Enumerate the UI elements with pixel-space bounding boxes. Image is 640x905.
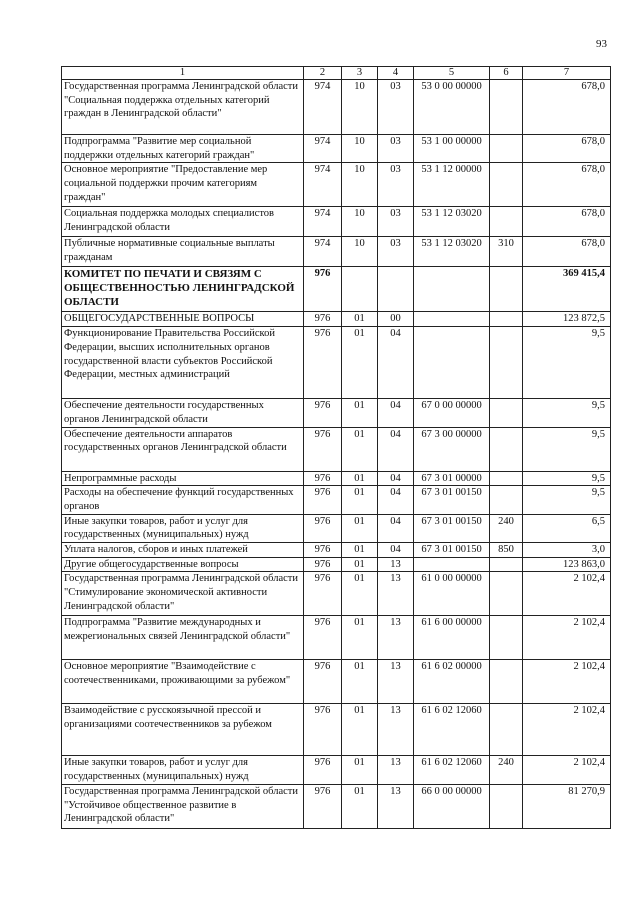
row-gr-code: 976 xyxy=(304,427,342,471)
row-sum: 123 863,0 xyxy=(523,557,611,572)
row-gr-code: 976 xyxy=(304,312,342,327)
row-name: Государственная программа Ленинградской области "Устойчивое общественное развитие в Ленинградской области" xyxy=(62,784,304,828)
row-sum: 2 102,4 xyxy=(523,616,611,660)
row-vr-code xyxy=(490,427,523,471)
row-rz-code: 10 xyxy=(342,80,378,135)
row-name: Основное мероприятие "Взаимодействие с соотечественниками, проживающими за рубежом" xyxy=(62,660,304,704)
row-rz-code: 01 xyxy=(342,704,378,756)
row-name: ОБЩЕГОСУДАРСТВЕННЫЕ ВОПРОСЫ xyxy=(62,312,304,327)
row-sum: 9,5 xyxy=(523,399,611,427)
row-vr-code xyxy=(490,163,523,207)
row-vr-code xyxy=(490,399,523,427)
row-pr-code: 04 xyxy=(378,399,414,427)
row-pr-code: 03 xyxy=(378,80,414,135)
row-rz-code: 01 xyxy=(342,471,378,486)
row-gr-code: 974 xyxy=(304,163,342,207)
row-csr-code: 67 0 00 00000 xyxy=(414,399,490,427)
row-pr-code: 04 xyxy=(378,471,414,486)
row-vr-code xyxy=(490,557,523,572)
row-name: Иные закупки товаров, работ и услуг для государственных (муниципальных) нужд xyxy=(62,514,304,542)
row-gr-code: 976 xyxy=(304,327,342,399)
row-vr-code: 240 xyxy=(490,514,523,542)
row-pr-code: 04 xyxy=(378,327,414,399)
row-pr-code: 13 xyxy=(378,704,414,756)
row-csr-code: 61 6 02 12060 xyxy=(414,704,490,756)
row-rz-code: 01 xyxy=(342,486,378,514)
row-pr-code xyxy=(378,267,414,312)
row-csr-code: 53 1 12 03020 xyxy=(414,207,490,237)
table-row xyxy=(62,543,611,558)
row-name: Обеспечение деятельности государственных органов Ленинградской области xyxy=(62,399,304,427)
row-gr-code: 974 xyxy=(304,207,342,237)
row-rz-code: 01 xyxy=(342,756,378,784)
table-row xyxy=(62,207,611,237)
row-pr-code: 13 xyxy=(378,616,414,660)
table-row xyxy=(62,572,611,616)
row-gr-code: 976 xyxy=(304,267,342,312)
row-vr-code xyxy=(490,207,523,237)
row-name: Расходы на обеспечение функций государственных органов xyxy=(62,486,304,514)
header-cell: 4 xyxy=(378,67,414,80)
row-csr-code: 53 1 00 00000 xyxy=(414,135,490,163)
row-sum: 678,0 xyxy=(523,135,611,163)
row-vr-code xyxy=(490,80,523,135)
header-cell: 6 xyxy=(490,67,523,80)
row-gr-code: 976 xyxy=(304,543,342,558)
table-row xyxy=(62,163,611,207)
row-vr-code xyxy=(490,327,523,399)
row-vr-code xyxy=(490,135,523,163)
row-vr-code: 310 xyxy=(490,237,523,267)
table-row xyxy=(62,557,611,572)
header-cell: 5 xyxy=(414,67,490,80)
row-gr-code: 974 xyxy=(304,135,342,163)
row-vr-code xyxy=(490,616,523,660)
row-csr-code xyxy=(414,327,490,399)
row-gr-code: 976 xyxy=(304,399,342,427)
row-rz-code: 01 xyxy=(342,327,378,399)
row-sum: 9,5 xyxy=(523,327,611,399)
row-name: Обеспечение деятельности аппаратов государственных органов Ленинградской области xyxy=(62,427,304,471)
row-vr-code xyxy=(490,486,523,514)
row-csr-code: 67 3 01 00000 xyxy=(414,471,490,486)
row-rz-code: 01 xyxy=(342,312,378,327)
row-csr-code xyxy=(414,312,490,327)
page-number: 93 xyxy=(596,38,607,50)
row-gr-code: 976 xyxy=(304,756,342,784)
row-rz-code: 01 xyxy=(342,784,378,828)
row-csr-code xyxy=(414,557,490,572)
row-sum: 678,0 xyxy=(523,237,611,267)
header-cell: 2 xyxy=(304,67,342,80)
row-sum: 123 872,5 xyxy=(523,312,611,327)
row-name: КОМИТЕТ ПО ПЕЧАТИ И СВЯЗЯМ С ОБЩЕСТВЕННОСТЬЮ ЛЕНИНГРАДСКОЙ ОБЛАСТИ xyxy=(62,267,304,312)
row-pr-code: 04 xyxy=(378,514,414,542)
table-row xyxy=(62,237,611,267)
row-csr-code: 53 0 00 00000 xyxy=(414,80,490,135)
row-csr-code: 61 6 02 12060 xyxy=(414,756,490,784)
row-name: Основное мероприятие "Предоставление мер социальной поддержки прочим категориям граждан" xyxy=(62,163,304,207)
row-sum: 9,5 xyxy=(523,486,611,514)
row-name: Государственная программа Ленинградской области "Стимулирование экономической активности Ленинградской области" xyxy=(62,572,304,616)
row-name: Иные закупки товаров, работ и услуг для государственных (муниципальных) нужд xyxy=(62,756,304,784)
row-pr-code: 03 xyxy=(378,207,414,237)
row-pr-code: 03 xyxy=(378,237,414,267)
row-csr-code: 61 6 02 00000 xyxy=(414,660,490,704)
row-name: Подпрограмма "Развитие мер социальной поддержки отдельных категорий граждан" xyxy=(62,135,304,163)
row-csr-code: 53 1 12 03020 xyxy=(414,237,490,267)
row-pr-code: 04 xyxy=(378,543,414,558)
row-gr-code: 976 xyxy=(304,572,342,616)
row-name: Публичные нормативные социальные выплаты гражданам xyxy=(62,237,304,267)
row-sum: 3,0 xyxy=(523,543,611,558)
table-row xyxy=(62,514,611,542)
row-sum: 678,0 xyxy=(523,80,611,135)
row-name: Социальная поддержка молодых специалистов Ленинградской области xyxy=(62,207,304,237)
table-row xyxy=(62,267,611,312)
row-csr-code: 67 3 00 00000 xyxy=(414,427,490,471)
row-vr-code xyxy=(490,471,523,486)
header-cell: 1 xyxy=(62,67,304,80)
table-row xyxy=(62,616,611,660)
row-gr-code: 976 xyxy=(304,557,342,572)
row-csr-code: 67 3 01 00150 xyxy=(414,514,490,542)
row-name: Другие общегосударственные вопросы xyxy=(62,557,304,572)
row-pr-code: 13 xyxy=(378,557,414,572)
row-vr-code xyxy=(490,312,523,327)
row-vr-code xyxy=(490,704,523,756)
row-pr-code: 13 xyxy=(378,660,414,704)
table-row xyxy=(62,704,611,756)
row-rz-code: 01 xyxy=(342,572,378,616)
table-row xyxy=(62,784,611,828)
row-csr-code: 61 0 00 00000 xyxy=(414,572,490,616)
row-rz-code xyxy=(342,267,378,312)
row-rz-code: 10 xyxy=(342,163,378,207)
row-vr-code xyxy=(490,267,523,312)
row-name: Государственная программа Ленинградской области "Социальная поддержка отдельных категорий граждан в Ленинградской области" xyxy=(62,80,304,135)
row-gr-code: 976 xyxy=(304,660,342,704)
header-cell: 3 xyxy=(342,67,378,80)
row-rz-code: 01 xyxy=(342,399,378,427)
row-gr-code: 976 xyxy=(304,486,342,514)
row-csr-code: 67 3 01 00150 xyxy=(414,486,490,514)
row-sum: 2 102,4 xyxy=(523,756,611,784)
row-csr-code xyxy=(414,267,490,312)
row-rz-code: 10 xyxy=(342,237,378,267)
row-csr-code: 53 1 12 00000 xyxy=(414,163,490,207)
row-vr-code: 240 xyxy=(490,756,523,784)
row-rz-code: 01 xyxy=(342,616,378,660)
table-row xyxy=(62,135,611,163)
row-name: Подпрограмма "Развитие международных и межрегиональных связей Ленинградской области" xyxy=(62,616,304,660)
row-name: Уплата налогов, сборов и иных платежей xyxy=(62,543,304,558)
row-rz-code: 01 xyxy=(342,660,378,704)
row-vr-code: 850 xyxy=(490,543,523,558)
row-csr-code: 67 3 01 00150 xyxy=(414,543,490,558)
row-gr-code: 976 xyxy=(304,616,342,660)
table-row xyxy=(62,756,611,784)
table-row xyxy=(62,427,611,471)
row-csr-code: 61 6 00 00000 xyxy=(414,616,490,660)
row-pr-code: 13 xyxy=(378,784,414,828)
row-sum: 9,5 xyxy=(523,471,611,486)
row-sum: 2 102,4 xyxy=(523,704,611,756)
row-rz-code: 01 xyxy=(342,543,378,558)
budget-table xyxy=(61,66,611,829)
row-gr-code: 976 xyxy=(304,514,342,542)
row-sum: 9,5 xyxy=(523,427,611,471)
row-gr-code: 976 xyxy=(304,471,342,486)
row-sum: 2 102,4 xyxy=(523,572,611,616)
table-row xyxy=(62,327,611,399)
table-row xyxy=(62,471,611,486)
row-gr-code: 976 xyxy=(304,704,342,756)
row-gr-code: 976 xyxy=(304,784,342,828)
row-pr-code: 00 xyxy=(378,312,414,327)
row-sum: 81 270,9 xyxy=(523,784,611,828)
row-pr-code: 13 xyxy=(378,572,414,616)
row-vr-code xyxy=(490,572,523,616)
row-sum: 2 102,4 xyxy=(523,660,611,704)
row-vr-code xyxy=(490,660,523,704)
table-row xyxy=(62,660,611,704)
row-name: Взаимодействие с русскоязычной прессой и организациями соотечественников за рубежом xyxy=(62,704,304,756)
row-pr-code: 03 xyxy=(378,163,414,207)
row-pr-code: 03 xyxy=(378,135,414,163)
row-gr-code: 974 xyxy=(304,80,342,135)
table-row xyxy=(62,486,611,514)
row-gr-code: 974 xyxy=(304,237,342,267)
row-sum: 678,0 xyxy=(523,207,611,237)
table-row xyxy=(62,80,611,135)
table-header-row xyxy=(62,67,611,80)
row-pr-code: 04 xyxy=(378,427,414,471)
row-sum: 369 415,4 xyxy=(523,267,611,312)
row-name: Функционирование Правительства Российской Федерации, высших исполнительных органов государственной власти субъектов Российской Федерации, местных администраций xyxy=(62,327,304,399)
row-rz-code: 10 xyxy=(342,135,378,163)
row-pr-code: 13 xyxy=(378,756,414,784)
row-sum: 6,5 xyxy=(523,514,611,542)
row-sum: 678,0 xyxy=(523,163,611,207)
row-rz-code: 01 xyxy=(342,557,378,572)
table-row xyxy=(62,399,611,427)
row-rz-code: 01 xyxy=(342,514,378,542)
row-rz-code: 10 xyxy=(342,207,378,237)
row-pr-code: 04 xyxy=(378,486,414,514)
row-rz-code: 01 xyxy=(342,427,378,471)
row-vr-code xyxy=(490,784,523,828)
row-name: Непрограммные расходы xyxy=(62,471,304,486)
header-cell: 7 xyxy=(523,67,611,80)
row-csr-code: 66 0 00 00000 xyxy=(414,784,490,828)
table-row xyxy=(62,312,611,327)
